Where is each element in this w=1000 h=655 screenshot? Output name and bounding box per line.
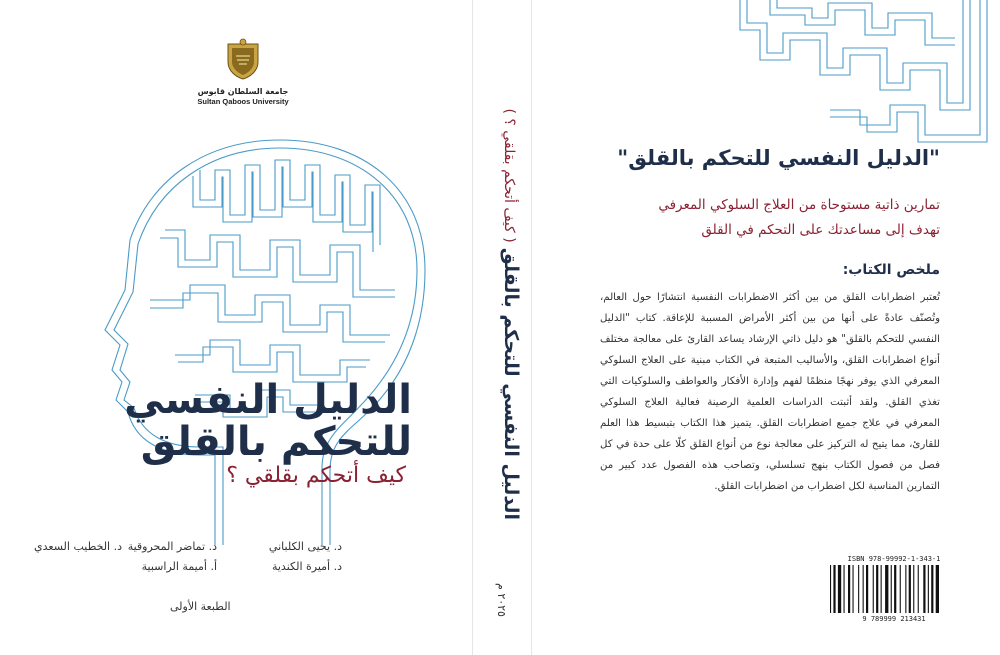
author-name: د. تماضر المحروقية [127,540,217,553]
book-subtitle: كيف أتحكم بقلقي ؟ [226,463,406,488]
isbn-barcode [824,555,964,633]
back-title: "الدليل النفسي للتحكم بالقلق" [617,146,940,170]
book-title-line2: للتحكم بالقلق [140,419,412,465]
edition-label: الطبعة الأولى [170,600,231,613]
back-subtitle-line1: تمارين ذاتية مستوحاة من العلاج السلوكي المعرفي [658,197,940,213]
barcode-icon [824,565,964,615]
book-spine [472,0,532,655]
summary-text: تُعتبر اضطرابات القلق من بين أكثر الاضطرابات النفسية انتشارًا حول العالم، وتُصنّف عادةً على أنها من بين أكثر الأمراض المسببة للإعاقة. كتاب "الدليل النفسي للتحكم بالقلق" هو دليل ذاتي الإرشاد يساعد القارئ على معالجة مختلف أنواع اضطرابات القلق، والأساليب المتبعة في الكتاب مبنية على العلاج السلوكي المعرفي الذي يوفر نهجًا منظمًا لفهم وإدارة الأفكار والعواطف والسلوكيات التي تغذي القلق. ولقد أثبتت الدراسات العلمية الرصينة فعالية العلاج السلوكي المعرفي في علاج جميع اضطرابات القلق. يتميز هذا الكتاب بتبسيط هذا العلم للقارئ، مما يتيح له التركيز على معالجة نوع من أنواع القلق كلًا على حدة في كل فصل من فصول الكتاب بنهج تسلسلي، وتصاحب هذه الفصول عدد كبير من التمارين المناسبة لكل اضطراب من اضطرابات القلق. [600,292,940,492]
back-subtitle-line2: تهدف إلى مساعدتك على التحكم في القلق [701,222,940,238]
maze-corner-illustration [530,0,1000,160]
university-name-english: Sultan Qaboos University [197,97,289,106]
author-name: د. يحيى الكلباني [268,540,342,553]
university-crest-icon [226,38,260,80]
summary-heading: ملخص الكتاب: [842,262,940,278]
author-name: د. الخطيب السعدي [34,540,122,553]
barcode-number: 9 789999 213431 [862,615,926,623]
spine-year: ٢٠٢٥ م [495,583,508,617]
front-cover [0,0,472,655]
spine-subtitle: ( كيف أتحكم بقلقي ؟ ) [501,108,517,243]
author-name: د. أميرة الكندية [271,560,342,573]
book-title-line1: الدليل النفسي [124,377,412,423]
spine-title-group [482,108,522,520]
university-logo [188,38,298,106]
isbn-label: ISBN 978-99992-1-343-1 [847,555,941,563]
back-cover [530,0,1000,655]
university-name-arabic: جامعة السلطان قابوس [197,87,289,96]
author-name: أ. أميمة الراسبية [141,560,217,573]
spine-title: الدليل النفسي للتحكم بالقلق [500,247,522,520]
